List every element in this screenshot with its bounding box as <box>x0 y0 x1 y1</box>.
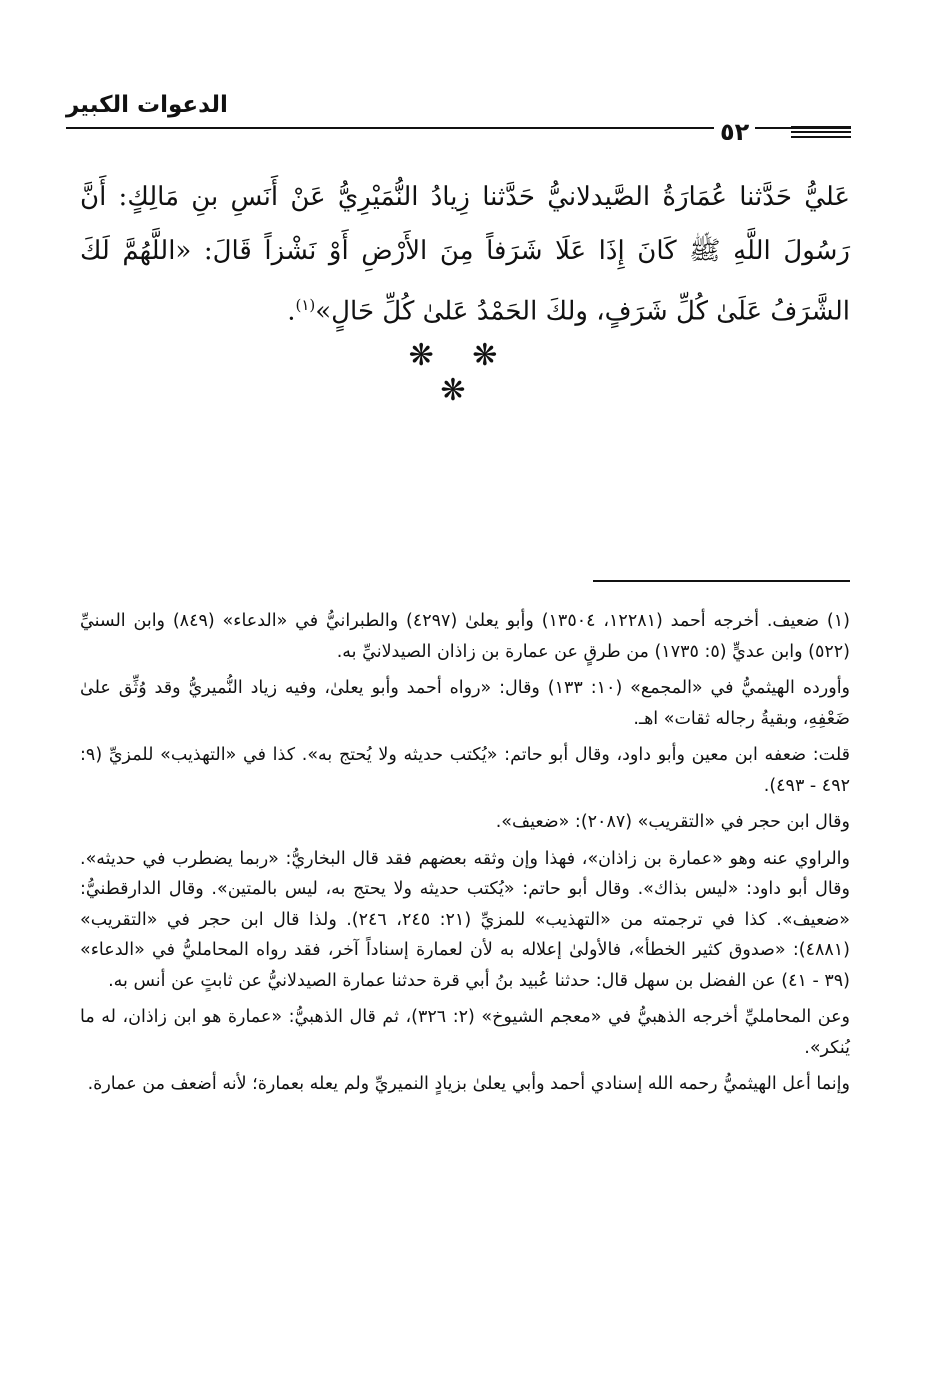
footnote-paragraph: (١) ضعيف. أخرجه أحمد (١٢٢٨١، ١٣٥٠٤) وأبو يعلىٰ (٤٢٩٧) والطبرانيُّ في «الدعاء» (٨٤٩) وابن السنيِّ (٥٢٢) وابن عديٍّ (٥: ١٧٣٥) من طرقٍ عن عمارة بن زاذان الصيدلانيِّ به. <box>80 611 850 662</box>
footnote-reference: (١) <box>295 296 316 314</box>
end-mark: . <box>287 296 296 327</box>
page-number: ٥٢ <box>714 118 755 146</box>
hadith-text <box>80 170 850 339</box>
section-separator: ❋ ❋ ❋ <box>408 338 512 408</box>
book-title: الدعوات الكبير <box>66 92 228 118</box>
footnote-paragraph: وعن المحامليِّ أخرجه الذهبيُّ في «معجم الشيوخ» (٢: ٣٢٦)، ثم قال الذهبيُّ: «عمارة هو ابن زاذان، له ما يُنكر». <box>80 1007 851 1058</box>
footnote-paragraph: وقال ابن حجر في «التقريب» (٢٠٨٧): «ضعيف». <box>495 812 850 832</box>
footnote-paragraph: قلت: ضعفه ابن معين وأبو داود، وقال أبو حاتم: «يُكتب حديثه ولا يُحتج به». كذا في «التهذيب» للمزيِّ (٩: ٤٩٢ - ٤٩٣). <box>80 745 850 796</box>
hadith-body: عَليُّ حَدَّثنا عُمَارَةُ الصَّيدلانيُّ حَدَّثنا زِيادُ النُّمَيْرِيُّ عَنْ أَنَسِ بنِ مَالِكٍ: أَنَّ رَسُولَ اللَّهِ ﷺ كَانَ إِذَا عَلَا شَرَفاً مِنَ الأَرْضِ أَوْ نَشْزاً قَالَ: «اللَّهُمَّ لَكَ الشَّرَفُ عَلَىٰ كُلِّ شَرَفٍ، ولكَ الحَمْدُ عَلىٰ كُلِّ حَالٍ» <box>80 182 850 327</box>
running-header <box>66 92 851 154</box>
footnotes <box>80 606 850 1106</box>
footnote-paragraph: والراوي عنه وهو «عمارة بن زاذان»، فهذا وإن وثقه بعضهم فقد قال البخاريُّ: «ربما يضطرب في حديثه». وقال أبو داود: «ليس بذاك». وقال أبو حاتم: «يُكتب حديثه ولا يحتج به، ليس بالمتين». وقال الدارقطنيُّ: «ضعيف». كذا في ترجمته من «التهذيب» للمزيِّ (٢١: ٢٤٥، ٢٤٦). ولذا قال ابن حجر في «التقريب» (٤٨٨١): «صدوق كثير الخطأ»، فالأولىٰ إعلاله به لأن لعمارة إسناداً آخر، فقد رواه المحامليُّ في «الدعاء» (٣٩ - ٤١) عن الفضل بن سهل قال: حدثنا عُبيد بنُ أبي قرة حدثنا عمارة الصيدلانيُّ عن ثابتٍ عن أنس به. <box>80 848 850 991</box>
footnote-paragraph: وإنما أعل الهيثميُّ رحمه الله إسنادي أحمد وأبي يعلىٰ بزيادٍ النميريِّ ولم يعله بعمارة؛ لأنه أضعف من عمارة. <box>87 1074 850 1094</box>
footnote-rule <box>593 580 850 582</box>
header-ornament-lines <box>791 126 851 136</box>
footnote-paragraph: وأورده الهيثميُّ في «المجمع» (١٠: ١٣٣) وقال: «رواه أحمد وأبو يعلىٰ، وفيه زياد النُّميريُّ وقد وُثِّق علىٰ ضَعْفِهِ، وبقيةُ رجاله ثقات» اهـ. <box>80 678 851 729</box>
